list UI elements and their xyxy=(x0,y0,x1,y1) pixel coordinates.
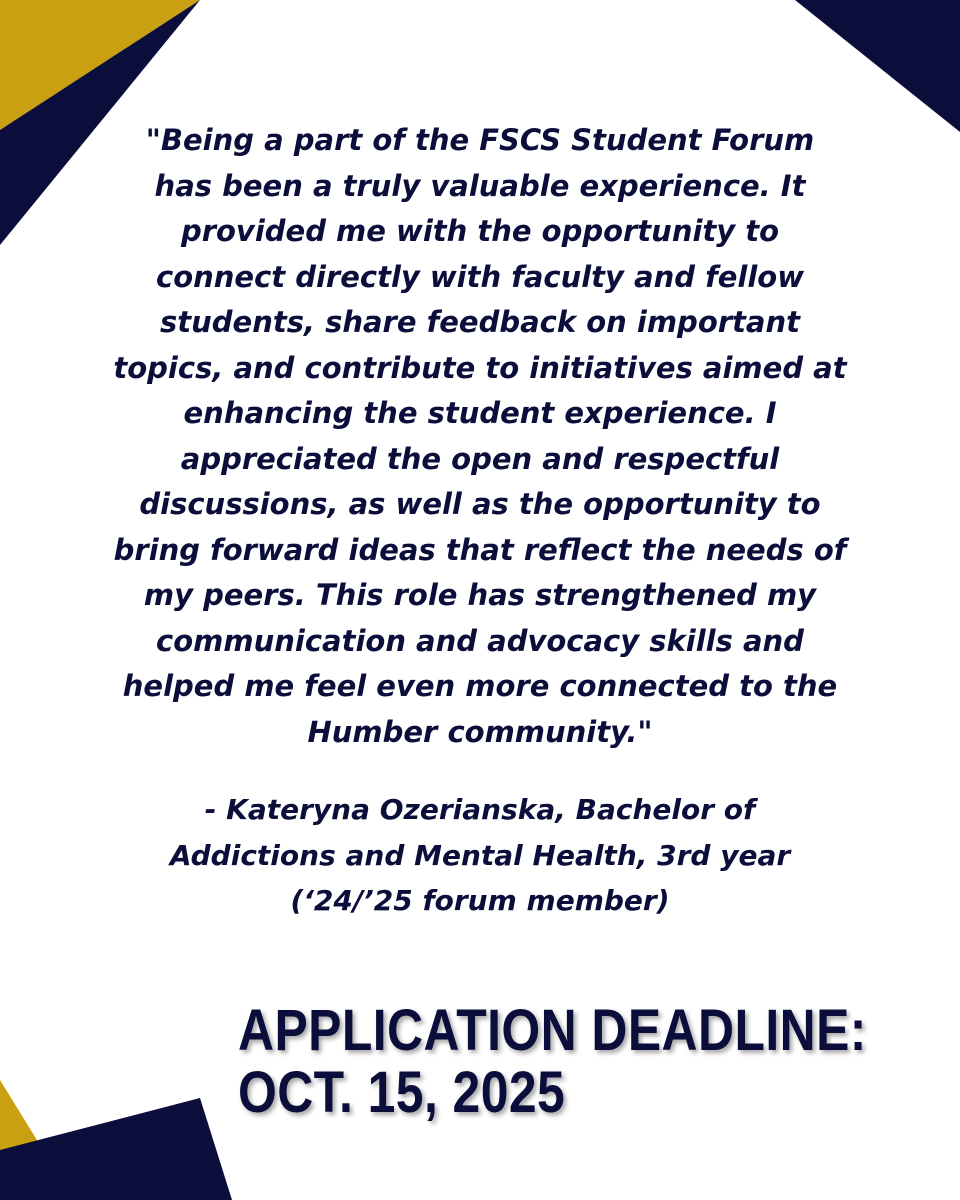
bottom-left-gold-shape xyxy=(0,1080,40,1150)
deadline-label: APPLICATION DEADLINE: xyxy=(238,998,867,1063)
quote-line: bring forward ideas that reflect the needs of xyxy=(113,532,847,567)
testimonial-quote xyxy=(100,118,860,755)
quote-line: enhancing the student experience. I xyxy=(183,396,777,430)
quote-line: communication and advocacy skills and xyxy=(156,623,804,658)
quote-line: appreciated the open and respectful xyxy=(180,441,780,476)
quote-line: has been a truly valuable experience. It xyxy=(154,168,806,203)
attribution-program-line: Addictions and Mental Health, 3rd year xyxy=(169,838,791,872)
quote-line: topics, and contribute to initiatives aimed at xyxy=(113,350,847,385)
quote-line: students, share feedback on important xyxy=(160,305,800,339)
bottom-left-navy-shape xyxy=(0,1098,232,1200)
quote-line: "Being a part of the FSCS Student Forum xyxy=(145,123,815,157)
quote-line: provided me with the opportunity to xyxy=(180,214,780,248)
quote-line: Humber community." xyxy=(307,714,653,749)
attribution-member-line: (‘24/’25 forum member) xyxy=(290,884,670,917)
quote-line: my peers. This role has strengthened my xyxy=(143,578,817,612)
deadline-date: OCT. 15, 2025 xyxy=(238,1060,566,1125)
attribution-name-line: - Kateryna Ozerianska, Bachelor of xyxy=(204,793,756,826)
quote-line: connect directly with faculty and fellow xyxy=(156,259,804,294)
testimonial-attribution xyxy=(100,787,860,924)
top-right-navy-shape xyxy=(795,0,960,132)
quote-line: discussions, as well as the opportunity to xyxy=(139,487,821,521)
application-deadline xyxy=(238,998,867,1125)
quote-line: helped me feel even more connected to the xyxy=(122,669,838,703)
